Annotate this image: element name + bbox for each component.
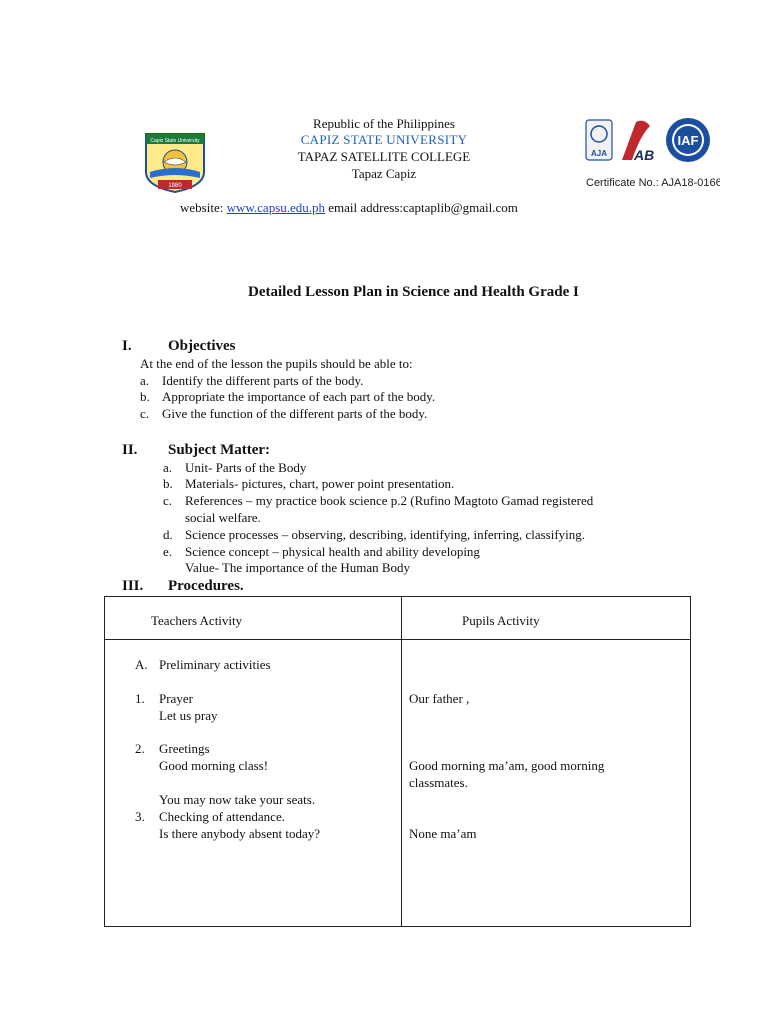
pupils-activity-cell [402,640,691,927]
objective-item [140,389,436,405]
subject-item [163,460,307,476]
subject-item-continuation [185,510,261,526]
list-marker: c. [163,493,173,508]
seal-text: Capiz State University [150,138,200,144]
list-marker: d. [163,527,173,542]
subject-item [163,476,455,492]
pupils-response-attendance: None ma’am [409,826,477,841]
list-marker: 2. [135,741,145,756]
pupils-response-prayer: Our father , [409,691,470,706]
website-line [180,200,518,216]
list-text: Appropriate the importance of each part of the body. [162,389,436,404]
prayer-line: Let us pray [159,708,218,723]
prayer-title: Prayer [159,691,193,706]
teacher-activity-cell [105,640,402,927]
teacher-column-header: Teachers Activity [151,613,243,628]
section-title: Objectives [168,338,236,354]
list-marker: c. [140,406,150,421]
procedures-table [104,596,691,927]
subject-item [163,544,480,560]
preliminary-activities: Preliminary activities [159,657,271,672]
email-text: email address:captaplib@gmail.com [325,200,518,215]
section-title: Procedures. [168,578,244,594]
header-republic: Republic of the Philippines [313,116,455,131]
list-marker: 3. [135,809,145,824]
list-text: Science processes – observing, describing, identifying, inferring, classifying. [185,527,586,542]
website-link[interactable]: www.capsu.edu.ph [226,200,326,215]
objective-item [140,406,428,422]
attendance-line: Is there anybody absent today? [159,826,321,841]
seats-line: You may now take your seats. [159,792,316,807]
document-title: Detailed Lesson Plan in Science and Health Grade I [248,284,579,300]
objectives-intro: At the end of the lesson the pupils should be able to: [140,356,413,371]
certificate-number: Certificate No.: AJA18-0166 [586,177,720,189]
table-header-row [105,597,691,640]
header-college: TAPAZ SATELLITE COLLEGE [297,149,471,164]
list-text: Give the function of the different parts of the body. [162,406,428,421]
list-marker: a. [163,460,173,475]
list-text: References – my practice book science p.2 (Rufino Magtoto Gamad registered [185,493,594,508]
list-marker: 1. [135,691,145,706]
svg-text:AJA: AJA [590,149,608,158]
pupils-column-header: Pupils Activity [462,613,540,628]
pupils-response-greeting-cont: classmates. [409,775,468,790]
pupils-response-greeting: Good morning ma’am, good morning [409,758,605,773]
list-text: Materials- pictures, chart, power point presentation. [185,476,455,491]
greetings-line: Good morning class! [159,758,269,773]
list-marker: b. [163,476,173,491]
subject-item [163,527,586,543]
list-marker: A. [135,657,148,672]
subject-item-continuation [185,560,410,576]
objective-item [140,373,364,389]
header-location: Tapaz Capiz [351,166,417,181]
svg-text:IAF: IAF [677,133,699,148]
list-marker: b. [140,389,150,404]
section-number: III. [122,578,144,594]
teacher-header-cell [105,597,402,640]
section-number: II. [122,442,138,458]
section-procedures-heading [122,578,244,595]
list-text: Identify the different parts of the body. [162,373,364,388]
attendance-title: Checking of attendance. [159,809,285,824]
section-number: I. [122,338,132,354]
list-marker: a. [140,373,150,388]
table-body-row [105,640,691,927]
section-subject-matter-heading [122,442,270,459]
seal-year: 1980 [168,183,182,189]
section-title: Subject Matter: [168,442,271,458]
pupils-header-cell [402,597,691,640]
subject-item [163,493,594,509]
list-text: Unit- Parts of the Body [185,460,307,475]
list-text: social welfare. [185,510,261,525]
header-university: CAPIZ STATE UNIVERSITY [300,132,468,147]
website-label: website: [180,200,227,215]
svg-text:AB: AB [634,147,655,163]
list-text: Value- The importance of the Human Body [185,560,411,575]
section-objectives-heading [122,338,235,355]
list-marker: e. [163,544,173,559]
list-text: Science concept – physical health and ability developing [185,544,480,559]
greetings-title: Greetings [159,741,210,756]
